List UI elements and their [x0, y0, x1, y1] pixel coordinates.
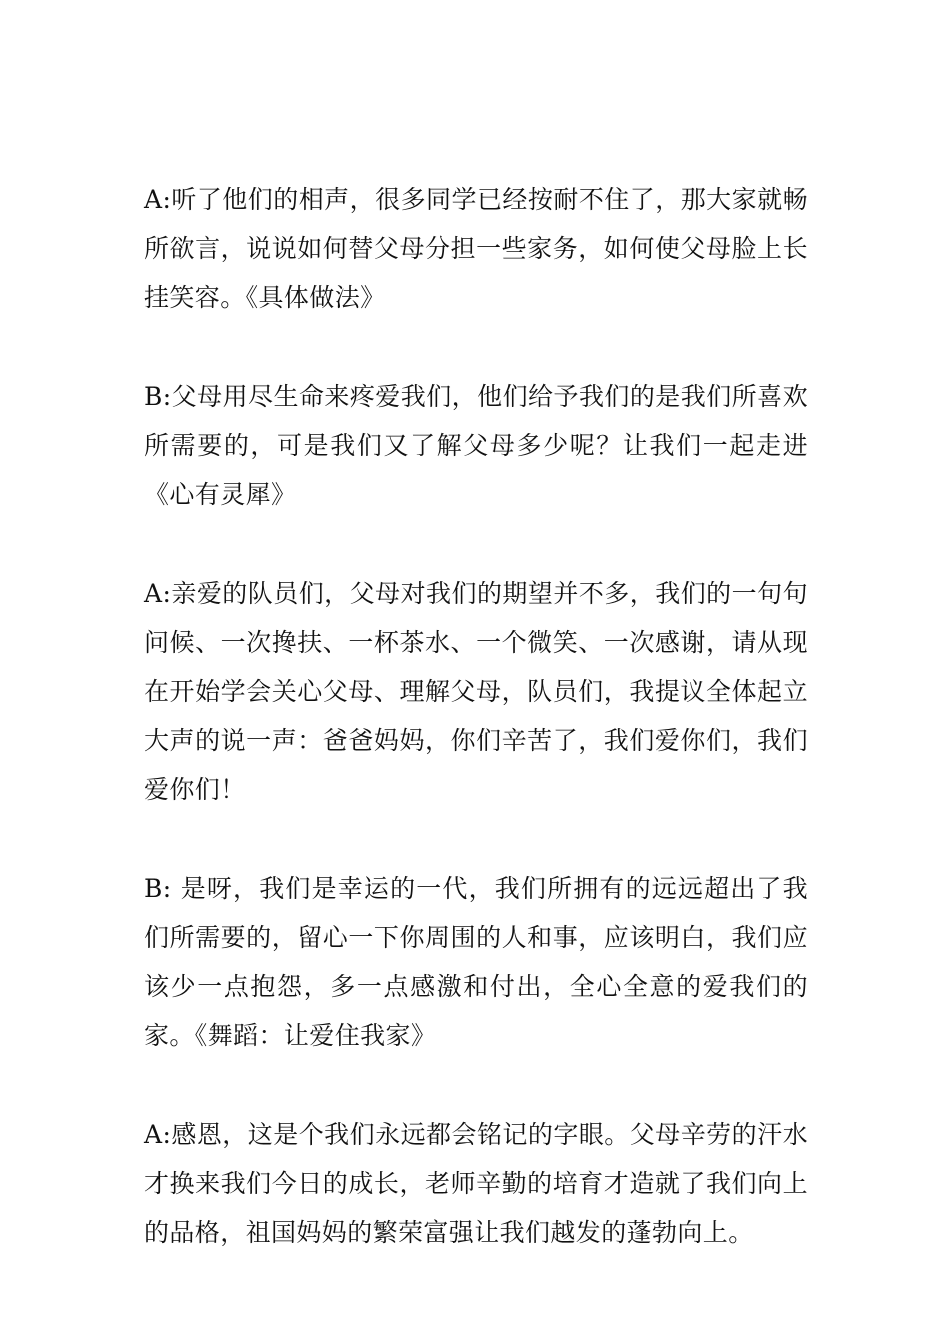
paragraph-2: [144, 372, 808, 519]
paragraph-text: 亲爱的队员们，父母对我们的期望并不多，我们的一句句问候、一次搀扶、一杯茶水、一个微笑、一次感谢，请从现在开始学会关心父母、理解父母，队员们，我提议全体起立大声的说一声：爸爸妈妈，你们辛苦了，我们爱你们，我们爱你们！: [144, 579, 808, 804]
speaker-label: A:: [144, 185, 172, 214]
paragraph-5: [144, 1110, 808, 1257]
paragraph-4: [144, 864, 808, 1060]
paragraph-1: [144, 175, 808, 322]
paragraph-text: 听了他们的相声，很多同学已经按耐不住了，那大家就畅所欲言，说说如何替父母分担一些家务，如何使父母脸上长挂笑容。《具体做法》: [144, 185, 808, 312]
speaker-label: A:: [144, 1120, 172, 1149]
paragraph-text: 感恩，这是个我们永远都会铭记的字眼。父母辛劳的汗水才换来我们今日的成长，老师辛勤的培育才造就了我们向上的品格，祖国妈妈的繁荣富强让我们越发的蓬勃向上。: [144, 1120, 808, 1247]
speaker-label: B:: [144, 382, 172, 411]
paragraph-text: 是呀，我们是幸运的一代，我们所拥有的远远超出了我们所需要的，留心一下你周围的人和事，应该明白，我们应该少一点抱怨，多一点感激和付出，全心全意的爱我们的家。《舞蹈：让爱住我家》: [144, 874, 808, 1050]
paragraph-3: [144, 569, 808, 814]
speaker-label: A:: [144, 579, 172, 608]
speaker-label: B:: [144, 874, 172, 903]
paragraph-text: 父母用尽生命来疼爱我们，他们给予我们的是我们所喜欢所需要的，可是我们又了解父母多少呢？让我们一起走进《心有灵犀》: [144, 382, 808, 509]
document-body: [144, 175, 808, 1307]
